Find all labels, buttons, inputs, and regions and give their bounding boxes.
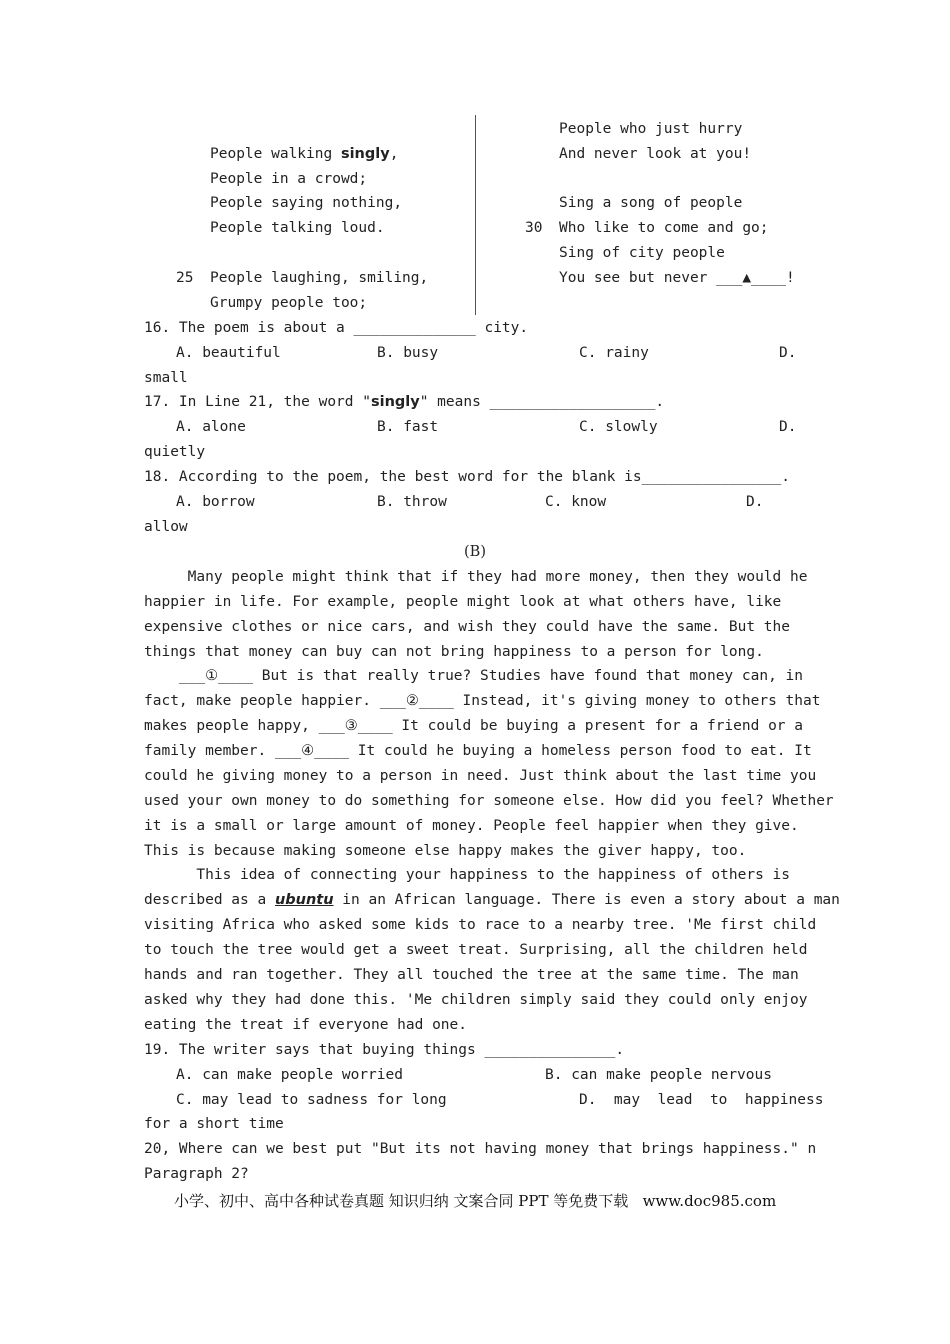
q17-option-a: A. alone <box>176 419 246 435</box>
poem-line-30: Who like to come and go; <box>559 220 769 236</box>
q20-stem-continued: Paragraph 2? <box>144 1166 249 1182</box>
poem-line-29: Sing a song of people <box>559 195 743 211</box>
q19-stem: 19. The writer says that buying things _______________. <box>144 1042 625 1058</box>
poem-blank: ___▲____ <box>716 270 786 286</box>
q18-option-d: D. <box>746 494 764 510</box>
poem-line-27: People who just hurry <box>559 121 743 137</box>
p3-line: visiting Africa who asked some kids to race to a nearby tree. 'Me first child <box>144 917 817 933</box>
p2-line: could he giving money to a person in need. Just think about the last time you <box>144 768 817 784</box>
line-number-30: 30 <box>525 220 543 236</box>
q18-stem: 18. According to the poem, the best word for the blank is________________. <box>144 469 791 485</box>
p3-line: hands and ran together. They all touched the tree at the same time. The man <box>144 967 799 983</box>
q17-stem: 17. In Line 21, the word "singly" means ___________________. <box>144 394 665 410</box>
p1-line: things that money can buy can not bring happiness to a person for long. <box>144 644 764 660</box>
q19-option-a: A. can make people worried <box>176 1067 403 1083</box>
poem-line-25: People laughing, smiling, <box>210 270 429 286</box>
p2-line: it is a small or large amount of money. People feel happier when they give. <box>144 818 799 834</box>
q18-option-d-text: allow <box>144 519 188 535</box>
poem-line-22: People in a crowd; <box>210 171 368 187</box>
p3-line: asked why they had done this. 'Me children simply said they could only enjoy <box>144 992 808 1008</box>
p3-line: eating the treat if everyone had one. <box>144 1017 468 1033</box>
q16-option-c: C. rainy <box>579 345 649 361</box>
section-b-heading: (B) <box>464 544 486 560</box>
poem-line-28: And never look at you! <box>559 146 752 162</box>
p1-line: happier in life. For example, people might look at what others have, like <box>144 594 782 610</box>
p2-line: This is because making someone else happy makes the giver happy, too. <box>144 843 747 859</box>
p3-line: to touch the tree would get a sweet treat. Surprising, all the children held <box>144 942 808 958</box>
q18-option-b: B. throw <box>377 494 447 510</box>
q17-option-d: D. <box>779 419 797 435</box>
p2-line: ___①____ But is that really true? Studies have found that money can, in <box>144 668 803 684</box>
poem-line-21: People walking singly, <box>210 146 399 162</box>
p2-line: family member. ___④____ It could he buying a homeless person food to eat. It <box>144 743 812 759</box>
q17-option-b: B. fast <box>377 419 439 435</box>
ubuntu-word: ubuntu <box>274 892 334 908</box>
poem-line-24: People talking loud. <box>210 220 385 236</box>
q19-option-c: C. may lead to sadness for long <box>176 1092 447 1108</box>
q16-option-d: D. <box>779 345 797 361</box>
q18-option-c: C. know <box>545 494 607 510</box>
p2-line: fact, make people happier. ___②____ Instead, it's giving money to others that <box>144 693 821 709</box>
q16-option-a: A. beautiful <box>176 345 281 361</box>
q16-stem: 16. The poem is about a ______________ city. <box>144 320 529 336</box>
page-footer: 小学、初中、高中各种试卷真题 知识归纳 文案合同 PPT 等免费下载 www.doc985.com <box>174 1192 777 1210</box>
p2-line: makes people happy, ___③____ It could be buying a present for a friend or a <box>144 718 803 734</box>
p3-line: described as a ubuntu in an African language. There is even a story about a man <box>144 892 840 908</box>
p3-line: This idea of connecting your happiness to the happiness of others is <box>144 867 791 883</box>
poem-line-23: People saying nothing, <box>210 195 403 211</box>
p1-line: expensive clothes or nice cars, and wish they could have the same. But the <box>144 619 791 635</box>
q16-option-b: B. busy <box>377 345 439 361</box>
q19-option-b: B. can make people nervous <box>545 1067 772 1083</box>
line-number-25: 25 <box>176 270 194 286</box>
q19-option-d: D. may lead to happiness <box>579 1092 824 1108</box>
p2-line: used your own money to do something for someone else. How did you feel? Whether <box>144 793 834 809</box>
poem-line-32: You see but never ___▲____! <box>559 270 795 286</box>
q18-option-a: A. borrow <box>176 494 255 510</box>
poem-line-31: Sing of city people <box>559 245 725 261</box>
q17-option-c: C. slowly <box>579 419 658 435</box>
q17-option-d-text: quietly <box>144 444 206 460</box>
q16-option-d-text: small <box>144 370 188 386</box>
q19-option-d-text: for a short time <box>144 1116 284 1132</box>
q20-stem: 20, Where can we best put "But its not having money that brings happiness." n <box>144 1141 817 1157</box>
poem-column-divider <box>475 115 476 315</box>
singly-word: singly <box>340 146 390 162</box>
poem-line-26: Grumpy people too; <box>210 295 368 311</box>
p1-line: Many people might think that if they had more money, then they would he <box>144 569 808 585</box>
